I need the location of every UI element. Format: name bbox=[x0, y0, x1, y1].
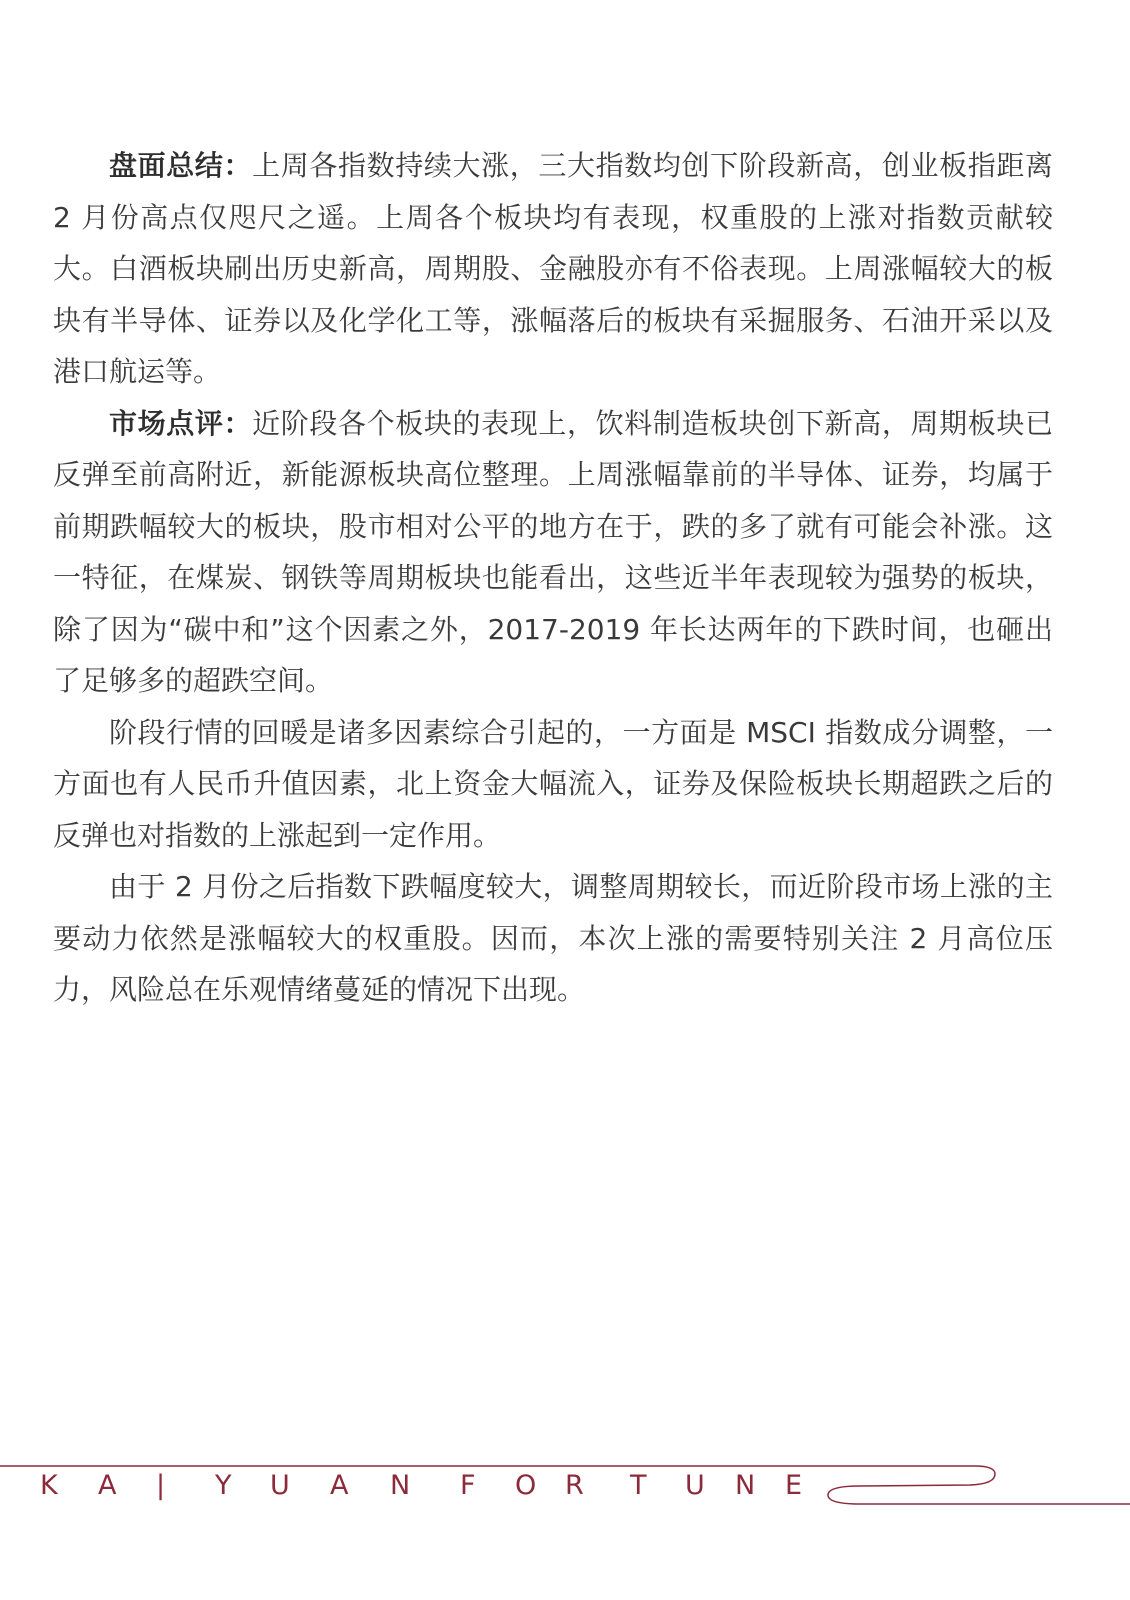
brand-letter: | bbox=[156, 1470, 166, 1501]
brand-letter: K bbox=[40, 1470, 58, 1501]
brand-letter: R bbox=[565, 1470, 584, 1501]
paragraph-text: 近阶段各个板块的表现上，饮料制造板块创下新高，周期板块已反弹至前高附近，新能源板块高位整理。上周涨幅靠前的半导体、证券，均属于前期跌幅较大的板块，股市相对公平的地方在于，跌的多了就有可能会补涨。这一特征，在煤炭、钢铁等周期板块也能看出，这些近半年表现较为强势的板块，除了因为“碳中和”这个因素之外，2017-2019 年长达两年的下跌时间，也砸出了足够多的超跌空间。 bbox=[53, 406, 1053, 697]
brand-letter: T bbox=[630, 1470, 647, 1501]
brand-letter: N bbox=[735, 1470, 756, 1501]
footer-swoosh bbox=[828, 1466, 1130, 1504]
article-body bbox=[53, 140, 1053, 1016]
brand-letter: A bbox=[330, 1470, 349, 1501]
paragraph-text: 上周各指数持续大涨，三大指数均创下阶段新高，创业板指距离 2 月份高点仅咫尺之遥。上周各个板块均有表现，权重股的上涨对指数贡献较大。白酒板块刷出历史新高，周期股、金融股亦有不俗表现。上周涨幅较大的板块有半导体、证券以及化学化工等，涨幅落后的板块有采掘服务、石油开采以及港口航运等。 bbox=[53, 149, 1053, 388]
paragraph-summary bbox=[53, 140, 1053, 398]
brand-letter: U bbox=[685, 1470, 705, 1501]
paragraph-outlook bbox=[53, 861, 1053, 1016]
brand-letter: E bbox=[785, 1470, 803, 1501]
paragraph-text: 阶段行情的回暖是诸多因素综合引起的，一方面是 MSCI 指数成分调整，一方面也有人民币升值因素，北上资金大幅流入，证券及保险板块长期超跌之后的反弹也对指数的上涨起到一定作用。 bbox=[53, 715, 1053, 852]
paragraph-commentary bbox=[53, 398, 1053, 707]
brand-letter: F bbox=[460, 1470, 476, 1501]
brand-letter: O bbox=[515, 1470, 537, 1501]
brand-letter: N bbox=[390, 1470, 411, 1501]
paragraph-lead: 市场点评： bbox=[109, 406, 253, 440]
brand-letter: Y bbox=[215, 1470, 232, 1501]
paragraph-text: 由于 2 月份之后指数下跌幅度较大，调整周期较长，而近阶段市场上涨的主要动力依然是涨幅较大的权重股。因而，本次上涨的需要特别关注 2 月高位压力，风险总在乐观情绪蔓延的情况下出现。 bbox=[53, 870, 1053, 1006]
brand-letter: A bbox=[98, 1470, 117, 1501]
paragraph-recovery bbox=[53, 707, 1053, 862]
brand-letter: U bbox=[270, 1470, 290, 1501]
paragraph-lead: 盘面总结： bbox=[109, 149, 253, 182]
